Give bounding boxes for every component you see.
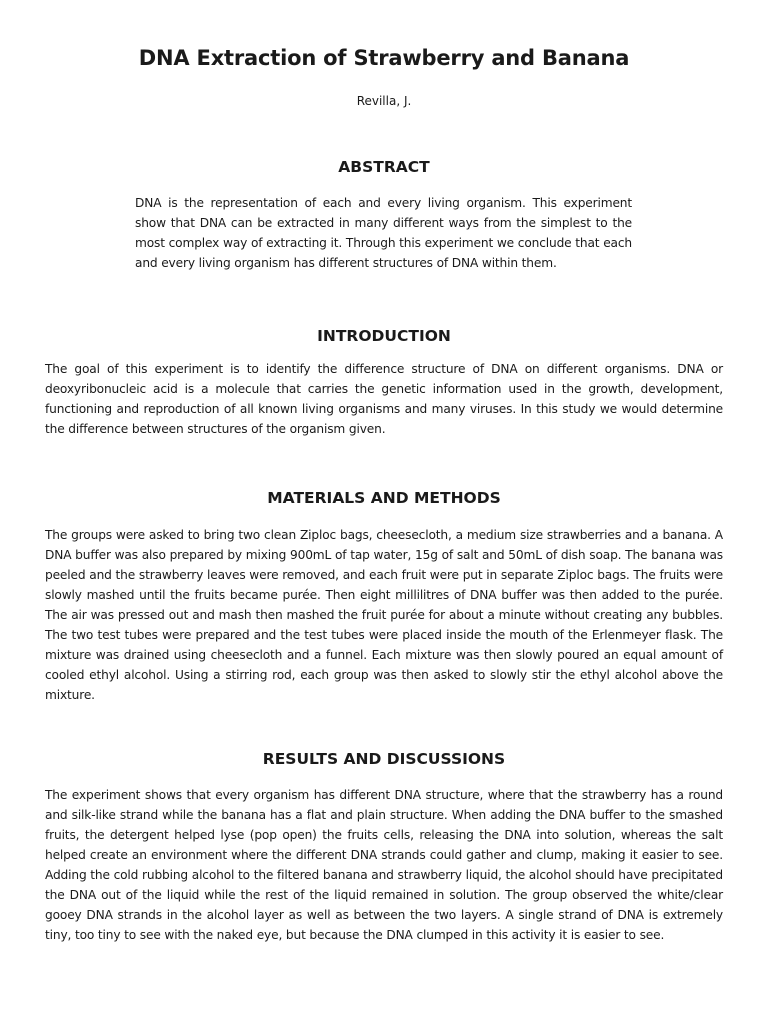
results-heading: RESULTS AND DISCUSSIONS (262, 750, 506, 768)
author-name: Revilla, J. (356, 94, 412, 108)
results-text: The experiment shows that every organism has different DNA structure, where that the strawberry has a round and silk-like strand while the banana has a flat and plain structure. When adding the DNA buffer to the smashed fruits, the detergent helped lyse (pop open) the fruits cells, releasing the DNA into solution, whereas the salt helped create an environment where the different DNA strands could gather and clump, making it easier to see. Adding the cold rubbing alcohol to the filtered banana and strawberry liquid, the alcohol should have precipitated the DNA out of the liquid while the rest of the liquid remained in solution. The group observed the white/clear gooey DNA strands in the alcohol layer as well as between the two layers. A single strand of DNA is extremely tiny, too tiny to see with the naked eye, but because the DNA clumped in this activity it is easier to see. (45, 788, 723, 942)
abstract-heading: ABSTRACT (338, 158, 430, 176)
abstract-text: DNA is the representation of each and every living organism. This experiment show that DNA can be extracted in many different ways from the simplest to the most complex way of extracting it. Through this experiment we conclude that each and every living organism has different structures of DNA within them. (135, 196, 632, 270)
introduction-text: The goal of this experiment is to identify the difference structure of DNA on different organisms. DNA or deoxyribonucleic acid is a molecule that carries the genetic information used in the growth, development, functioning and reproduction of all known living organisms and many viruses. In this study we would determine the difference between structures of the organism given. (45, 362, 723, 436)
introduction-heading: INTRODUCTION (317, 327, 451, 345)
methods-text: The groups were asked to bring two clean Ziploc bags, cheesecloth, a medium size strawberries and a banana. A DNA buffer was also prepared by mixing 900mL of tap water, 15g of salt and 50mL of dish soap. The banana was peeled and the strawberry leaves were removed, and each fruit were put in separate Ziploc bags. The fruits were slowly mashed until the fruits became purée. Then eight millilitres of DNA buffer was then added to the purée. The air was pressed out and mash then mashed the fruit purée for about a minute without creating any bubbles. The two test tubes were prepared and the test tubes were placed inside the mouth of the Erlenmeyer flask. The mixture was drained using cheesecloth and a funnel. Each mixture was then slowly poured an equal amount of cooled ethyl alcohol. Using a stirring rod, each group was then asked to slowly stir the ethyl alcohol above the mixture. (45, 528, 723, 702)
methods-heading: MATERIALS AND METHODS (267, 489, 501, 507)
paper-title: DNA Extraction of Strawberry and Banana (138, 46, 630, 70)
